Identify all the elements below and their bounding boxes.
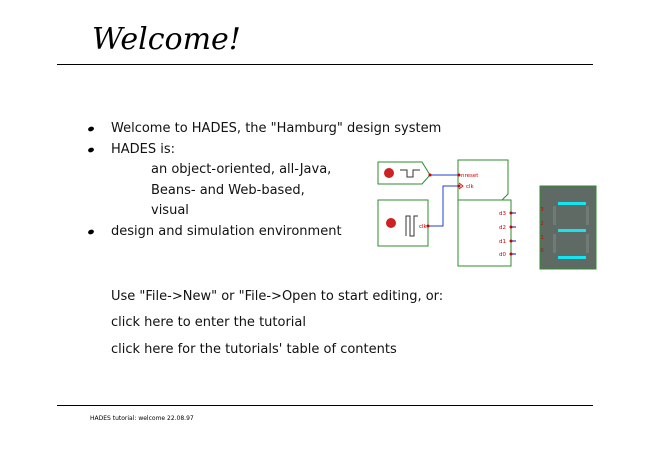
output-pins [499, 211, 516, 258]
bullet-icon [87, 228, 94, 234]
segment-g [558, 229, 586, 232]
segment-b [586, 206, 589, 225]
display-pin-number-3: 3 [540, 207, 544, 213]
bullet-item-welcome [88, 119, 441, 140]
footer-text: HADES tutorial: welcome 22.08.97 [90, 415, 194, 422]
wires [428, 175, 459, 226]
bullet-text: HADES is: [111, 141, 176, 157]
file-new-open-instructions: Use "File->New" or "File->Open to start editing, or: [111, 289, 444, 304]
footer-divider [57, 405, 593, 406]
bullet-icon [87, 146, 94, 152]
title-divider [57, 64, 593, 65]
nreset-label: nreset [461, 173, 479, 179]
tutorial-link[interactable]: click here to enter the tutorial [111, 315, 306, 330]
hades-schematic-diagram [376, 150, 516, 282]
clk-output-label: clk [419, 224, 427, 230]
display-pin-number-1: 1 [540, 235, 544, 241]
segment-c [586, 234, 589, 253]
segment-d [558, 256, 586, 259]
output-label-d3: d3 [499, 211, 506, 217]
pulse-icon [400, 170, 420, 177]
sub-item-text: an object-oriented, all-Java, [151, 162, 332, 177]
clock-generator-component [378, 200, 428, 246]
clock-led-icon [386, 218, 396, 228]
display-pin-number-2: 2 [540, 221, 544, 227]
bullet-icon [87, 126, 94, 132]
display-pin-number-0: 0 [540, 248, 544, 254]
clk-input-label: clk [466, 184, 474, 190]
clock-wave-icon [406, 216, 418, 236]
seven-segment-display [539, 185, 597, 270]
sub-item-text: Beans- and Web-based, [151, 182, 305, 198]
tutorial-toc-link[interactable]: click here for the tutorials' table of contents [111, 342, 397, 357]
segment-e [553, 234, 556, 253]
reset-switch-component [378, 162, 430, 184]
segment-f [553, 206, 556, 225]
output-label-d2: d2 [499, 225, 506, 231]
segment-a [558, 202, 586, 205]
sub-item-text: visual [151, 203, 189, 218]
output-label-d1: d1 [499, 239, 506, 245]
page-title: Welcome! [92, 22, 241, 57]
bullet-text: Welcome to HADES, the "Hamburg" design system [111, 121, 442, 136]
reset-led-icon [384, 168, 394, 178]
output-label-d0: d0 [499, 252, 506, 258]
bullet-text: design and simulation environment [111, 223, 342, 239]
